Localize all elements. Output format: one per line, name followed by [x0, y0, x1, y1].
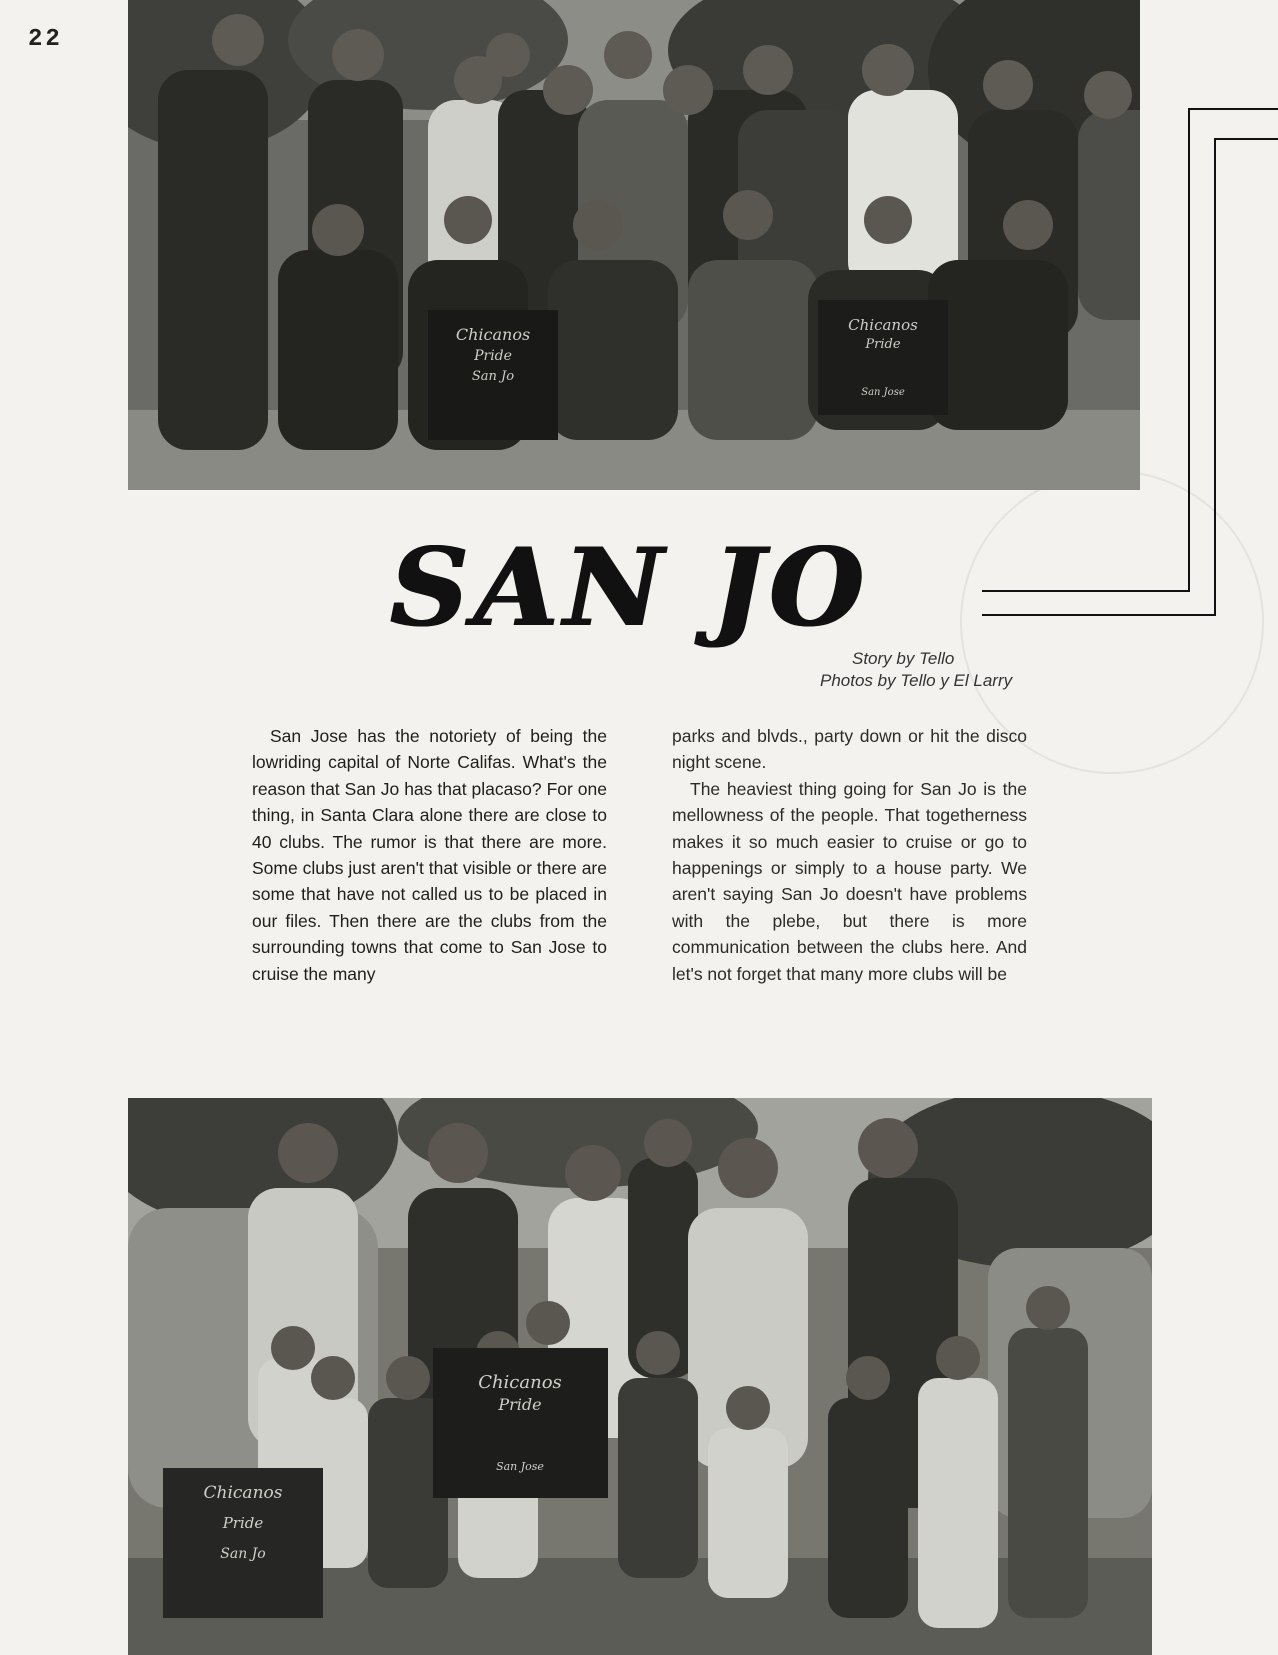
jacket-text-top-right-2: Pride	[865, 337, 901, 352]
jacket-text-top-left-3: San Jo	[471, 369, 515, 384]
jacket-text-top-left-1: Chicanos	[455, 325, 531, 344]
story-credit: Story by Tello	[852, 649, 955, 668]
jacket-text-top-right-1: Chicanos	[848, 316, 918, 334]
frame-line	[982, 614, 1216, 616]
frame-line	[1214, 138, 1216, 614]
jacket-text-top-left-2: Pride	[474, 348, 512, 364]
article-paragraph: parks and blvds., party down or hit the disco night scene.	[672, 726, 1027, 773]
banner-text-bottom-left-3: San Jo	[220, 1546, 266, 1562]
jacket-text-top-right-3: San Jose	[861, 387, 905, 398]
frame-line	[1188, 108, 1278, 110]
banner-text-bottom-center-3: San Jose	[496, 1460, 544, 1473]
article-paragraph: The heaviest thing going for San Jo is the mellowness of the people. That togetherness makes it so much easier to cruise or go to happenings or simply to a house party. We aren't saying San Jo doesn't have problems with the plebe, but there is more communication between the clubs here. And let's not forget that many more clubs will be	[672, 778, 1027, 984]
banner-text-bottom-left-1: Chicanos	[203, 1483, 283, 1503]
banner-text-bottom-center-2: Pride	[498, 1395, 542, 1414]
frame-line	[1188, 108, 1190, 590]
banner-text-bottom-center-1: Chicanos	[478, 1372, 562, 1393]
page-number: 22	[28, 26, 63, 53]
article-credits	[820, 648, 1120, 692]
photo-credit: Photos by Tello y El Larry	[820, 671, 1013, 690]
banner-text-bottom-left-2: Pride	[222, 1514, 264, 1532]
frame-line	[1214, 138, 1278, 140]
article-column-left: San Jose has the notoriety of being the lowriding capital of Norte Califas. What's the reason that San Jo has that placaso? For one thing, in Santa Clara alone there are close to 40 clubs. The rumor is that there are more. Some clubs just aren't that visible or there are some that have not called us to be placed in our files. Then there are the clubs from the surrounding towns that come to San Jose to cruise the many	[252, 726, 607, 984]
article-column-right	[672, 723, 1027, 987]
frame-line	[982, 590, 1190, 592]
bottom-group-photo	[128, 1098, 1152, 1655]
top-group-photo	[128, 0, 1140, 490]
article-headline: SAN JO	[390, 525, 870, 651]
